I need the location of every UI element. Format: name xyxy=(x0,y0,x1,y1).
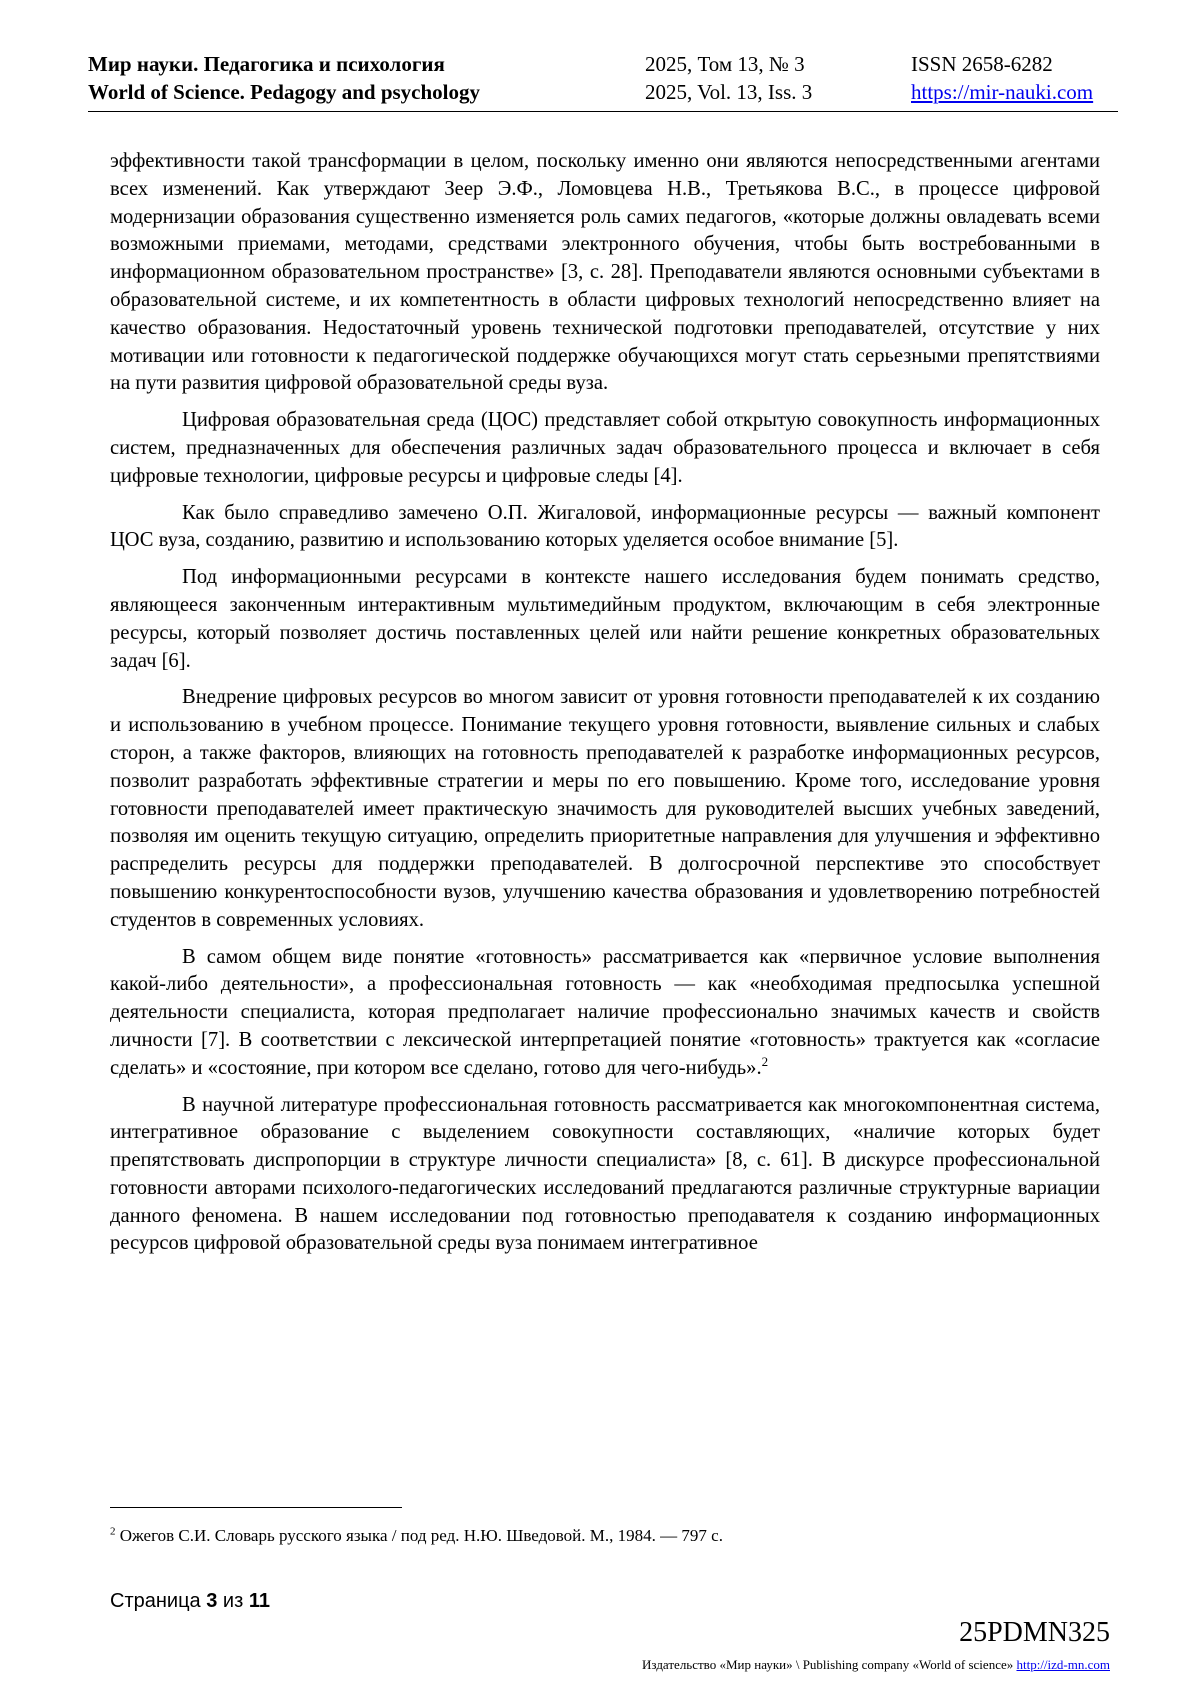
publisher-text: Издательство «Мир науки» \ Publishing company «World of science» xyxy=(642,1657,1014,1672)
header-row-en xyxy=(88,78,1120,106)
footnote-reference[interactable]: 2 xyxy=(761,1053,769,1069)
footnote-marker: 2 xyxy=(110,1525,116,1538)
article-code: 25PDMN325 xyxy=(959,1617,1110,1648)
footnote xyxy=(110,1525,1100,1547)
publisher-line xyxy=(642,1657,1110,1673)
paragraph: Внедрение цифровых ресурсов во многом зависит от уровня готовности преподавателей к их созданию и использованию в учебном процессе. Понимание текущего уровня готовности, выявление сильных и слабых сторон, а также факторов, влияющих на готовность преподавателей к разработке информационных ресурсов, позволит разработать эффективные стратегии и меры по его повышению. Кроме того, исследование уровня готовности преподавателей имеет практическую значимость для руководителей высших учебных заведений, позволяя им оценить текущую ситуацию, определить приоритетные направления для улучшения и эффективно распределить ресурсы для поддержки преподавателей. В долгосрочной перспективе это способствует повышению конкурентоспособности вузов, улучшению качества образования и удовлетворению потребностей студентов в современных условиях. xyxy=(110,686,1100,931)
paragraph: В научной литературе профессиональная готовность рассматривается как многокомпонентная система, интегративное образование с выделением совокупности составляющих, «наличие которых будет препятствовать диспропорции в структуре личности специалиста» [8, с. 61]. В дискурсе профессиональной готовности авторами психолого-педагогических исследований предлагаются различные структурные вариации данного феномена. В нашем исследовании под готовностью преподавателя к созданию информационных ресурсов цифровой образовательной среды вуза понимаем интегративное xyxy=(110,1093,1100,1255)
footnote-divider xyxy=(110,1507,402,1508)
footnote-text: Ожегов С.И. Словарь русского языка / под ред. Н.Ю. Шведовой. М., 1984. — 797 с. xyxy=(119,1526,723,1545)
journal-title-en: World of Science. Pedagogy and psychology xyxy=(88,80,481,104)
paragraph: Цифровая образовательная среда (ЦОС) представляет собой открытую совокупность информационных систем, предназначенных для обеспечения различных задач образовательного процесса и включает в себя цифровые технологии, цифровые ресурсы и цифровые следы [4]. xyxy=(110,409,1100,487)
header-divider xyxy=(88,111,1118,112)
paragraph-with-footnote xyxy=(110,944,1100,1083)
journal-website-link[interactable]: https://mir-nauki.com xyxy=(911,80,1094,104)
paragraph-text: В самом общем виде понятие «готовность» рассматривается как «первичное условие выполнения какой-либо деятельности», а профессиональная готовность — как «необходимая предпосылка успешной деятельности специалиста, которая предполагает наличие профессионально значимых качеств и свойств личности [7]. В соответствии с лексической интерпретацией понятие «готовность» трактуется как «согласие сделать» и «состояние, при котором все сделано, готово для чего-нибудь». xyxy=(110,945,1100,1079)
page-header xyxy=(88,50,1120,106)
paragraph: Под информационными ресурсами в контексте нашего исследования будем понимать средство, являющееся законченным интерактивным мультимедийным продуктом, включающим в себя электронные ресурсы, который позволяет достичь поставленных целей или найти решение конкретных образовательных задач [6]. xyxy=(110,566,1100,672)
volume-ru: 2025, Том 13, № 3 xyxy=(645,52,805,76)
publisher-link[interactable]: http://izd-mn.com xyxy=(1016,1657,1110,1672)
header-row-ru xyxy=(88,50,1120,78)
page-current: 3 xyxy=(206,1590,218,1612)
page-of: из xyxy=(222,1590,244,1612)
issn: ISSN 2658-6282 xyxy=(911,52,1053,76)
paragraph: эффективности такой трансформации в целом, поскольку именно они являются непосредственными агентами всех изменений. Как утверждают Зеер Э.Ф., Ломовцева Н.В., Третьякова В.С., в процессе цифровой модернизации образования существенно изменяется роль самих педагогов, «которые должны овладевать всеми возможными приемами, методами, средствами электронного обучения, чтобы быть востребованными в информационном образовательном пространстве» [3, с. 28]. Преподаватели являются основными субъектами в образовательной системе, и их компетентность в области цифровых технологий непосредственно влияет на качество образования. Недостаточный уровень технической подготовки преподавателей, отсутствие у них мотивации или готовности к педагогической поддержке обучающихся могут стать серьезными препятствиями на пути развития цифровой образовательной среды вуза. xyxy=(110,150,1100,395)
paragraph: Как было справедливо замечено О.П. Жигаловой, информационные ресурсы — важный компонент ЦОС вуза, созданию, развитию и использованию которых уделяется особое внимание [5]. xyxy=(110,501,1100,552)
journal-title-ru: Мир науки. Педагогика и психология xyxy=(88,52,445,76)
page-total: 11 xyxy=(248,1590,270,1612)
page-label: Страница xyxy=(110,1590,201,1612)
volume-en: 2025, Vol. 13, Iss. 3 xyxy=(645,80,813,104)
article-body xyxy=(110,148,1100,1267)
page-number xyxy=(110,1590,270,1613)
